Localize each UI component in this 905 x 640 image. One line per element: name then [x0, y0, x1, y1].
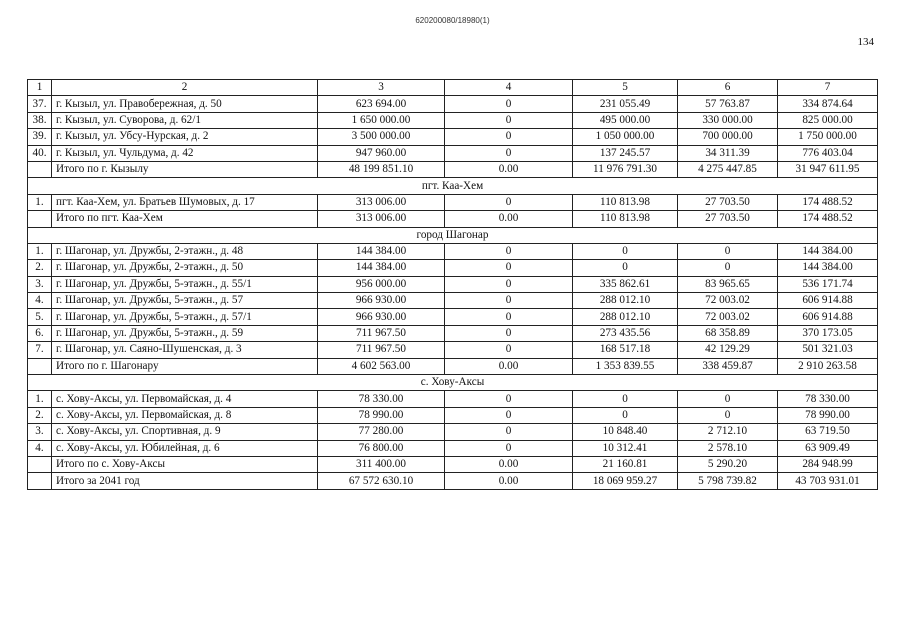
value-cell: 334 874.64	[778, 96, 878, 112]
value-cell: 956 000.00	[318, 276, 445, 292]
value-cell: 174 488.52	[778, 211, 878, 227]
value-cell: 0	[445, 145, 573, 161]
value-cell: 10 848.40	[573, 424, 678, 440]
value-cell: 0	[678, 391, 778, 407]
table-row	[28, 293, 878, 309]
value-cell: 72 003.02	[678, 309, 778, 325]
value-cell: 174 488.52	[778, 194, 878, 210]
value-cell: 313 006.00	[318, 194, 445, 210]
address-cell: г. Шагонар, ул. Саяно-Шушенская, д. 3	[52, 342, 318, 358]
value-cell: 288 012.10	[573, 309, 678, 325]
value-cell: 3 500 000.00	[318, 129, 445, 145]
address-cell: с. Хову-Аксы, ул. Первомайская, д. 8	[52, 407, 318, 423]
value-cell: 110 813.98	[573, 211, 678, 227]
value-cell: 4 275 447.85	[678, 161, 778, 177]
value-cell: 48 199 851.10	[318, 161, 445, 177]
header-cell: 4	[445, 80, 573, 96]
value-cell: 0	[678, 260, 778, 276]
table-row	[28, 260, 878, 276]
row-number: 1.	[28, 243, 52, 259]
value-cell: 63 909.49	[778, 440, 878, 456]
value-cell: 335 862.61	[573, 276, 678, 292]
value-cell: 31 947 611.95	[778, 161, 878, 177]
section-title: с. Хову-Аксы	[28, 375, 878, 391]
value-cell: 273 435.56	[573, 325, 678, 341]
row-number: 4.	[28, 293, 52, 309]
value-cell: 72 003.02	[678, 293, 778, 309]
value-cell: 536 171.74	[778, 276, 878, 292]
data-table	[27, 79, 878, 490]
value-cell: 68 358.89	[678, 325, 778, 341]
row-number: 1.	[28, 194, 52, 210]
address-cell: с. Хову-Аксы, ул. Юбилейная, д. 6	[52, 440, 318, 456]
value-cell: 43 703 931.01	[778, 473, 878, 489]
value-cell: 144 384.00	[318, 260, 445, 276]
table-row	[28, 407, 878, 423]
table-row	[28, 440, 878, 456]
address-cell: пгт. Каа-Хем, ул. Братьев Шумовых, д. 17	[52, 194, 318, 210]
table-row	[28, 342, 878, 358]
value-cell: 2 578.10	[678, 440, 778, 456]
value-cell: 1 050 000.00	[573, 129, 678, 145]
section-title: пгт. Каа-Хем	[28, 178, 878, 194]
value-cell: 0	[445, 293, 573, 309]
row-number: 3.	[28, 276, 52, 292]
value-cell: 0	[445, 243, 573, 259]
row-number: 2.	[28, 407, 52, 423]
value-cell: 0	[445, 391, 573, 407]
value-cell: 76 800.00	[318, 440, 445, 456]
address-cell: Итого по с. Хову-Аксы	[52, 456, 318, 472]
value-cell: 144 384.00	[318, 243, 445, 259]
table-row	[28, 129, 878, 145]
header-cell: 5	[573, 80, 678, 96]
value-cell: 0	[445, 424, 573, 440]
row-number: 4.	[28, 440, 52, 456]
section-row	[28, 375, 878, 391]
value-cell: 0	[445, 325, 573, 341]
table-row	[28, 276, 878, 292]
value-cell: 0	[445, 342, 573, 358]
value-cell: 67 572 630.10	[318, 473, 445, 489]
value-cell: 21 160.81	[573, 456, 678, 472]
table-row	[28, 145, 878, 161]
value-cell: 0	[445, 260, 573, 276]
value-cell: 4 602 563.00	[318, 358, 445, 374]
value-cell: 0.00	[445, 456, 573, 472]
table-row	[28, 309, 878, 325]
value-cell: 495 000.00	[573, 112, 678, 128]
value-cell: 78 990.00	[778, 407, 878, 423]
value-cell: 137 245.57	[573, 145, 678, 161]
value-cell: 0	[445, 309, 573, 325]
value-cell: 284 948.99	[778, 456, 878, 472]
row-number	[28, 473, 52, 489]
value-cell: 10 312.41	[573, 440, 678, 456]
row-number	[28, 211, 52, 227]
value-cell: 0	[445, 112, 573, 128]
row-number: 1.	[28, 391, 52, 407]
address-cell: г. Шагонар, ул. Дружбы, 5-этажн., д. 57/1	[52, 309, 318, 325]
page-number: 134	[857, 36, 874, 48]
total-row	[28, 358, 878, 374]
header-cell: 6	[678, 80, 778, 96]
value-cell: 0.00	[445, 161, 573, 177]
value-cell: 0	[573, 260, 678, 276]
row-number: 38.	[28, 112, 52, 128]
row-number: 3.	[28, 424, 52, 440]
value-cell: 0	[573, 391, 678, 407]
row-number: 6.	[28, 325, 52, 341]
address-cell: с. Хову-Аксы, ул. Первомайская, д. 4	[52, 391, 318, 407]
table-row	[28, 96, 878, 112]
header-cell: 3	[318, 80, 445, 96]
value-cell: 57 763.87	[678, 96, 778, 112]
value-cell: 2 910 263.58	[778, 358, 878, 374]
value-cell: 0.00	[445, 211, 573, 227]
total-row	[28, 211, 878, 227]
row-number	[28, 456, 52, 472]
value-cell: 0	[445, 276, 573, 292]
value-cell: 1 750 000.00	[778, 129, 878, 145]
value-cell: 338 459.87	[678, 358, 778, 374]
value-cell: 288 012.10	[573, 293, 678, 309]
value-cell: 711 967.50	[318, 325, 445, 341]
row-number: 40.	[28, 145, 52, 161]
value-cell: 77 280.00	[318, 424, 445, 440]
row-number: 2.	[28, 260, 52, 276]
address-cell: г. Кызыл, ул. Правобережная, д. 50	[52, 96, 318, 112]
value-cell: 606 914.88	[778, 293, 878, 309]
value-cell: 311 400.00	[318, 456, 445, 472]
value-cell: 0.00	[445, 473, 573, 489]
value-cell: 11 976 791.30	[573, 161, 678, 177]
address-cell: г. Шагонар, ул. Дружбы, 2-этажн., д. 50	[52, 260, 318, 276]
section-row	[28, 227, 878, 243]
row-number	[28, 161, 52, 177]
value-cell: 5 798 739.82	[678, 473, 778, 489]
value-cell: 623 694.00	[318, 96, 445, 112]
value-cell: 78 330.00	[778, 391, 878, 407]
section-title: город Шагонар	[28, 227, 878, 243]
value-cell: 313 006.00	[318, 211, 445, 227]
address-cell: Итого по г. Шагонару	[52, 358, 318, 374]
document-id: 620200080/18980(1)	[415, 16, 490, 25]
value-cell: 700 000.00	[678, 129, 778, 145]
value-cell: 2 712.10	[678, 424, 778, 440]
total-row	[28, 473, 878, 489]
address-cell: Итого по пгт. Каа-Хем	[52, 211, 318, 227]
value-cell: 27 703.50	[678, 194, 778, 210]
value-cell: 0	[445, 129, 573, 145]
value-cell: 0	[445, 440, 573, 456]
header-cell: 7	[778, 80, 878, 96]
value-cell: 825 000.00	[778, 112, 878, 128]
value-cell: 711 967.50	[318, 342, 445, 358]
value-cell: 0	[445, 407, 573, 423]
value-cell: 330 000.00	[678, 112, 778, 128]
value-cell: 776 403.04	[778, 145, 878, 161]
row-number: 37.	[28, 96, 52, 112]
table-row	[28, 194, 878, 210]
value-cell: 18 069 959.27	[573, 473, 678, 489]
value-cell: 501 321.03	[778, 342, 878, 358]
value-cell: 168 517.18	[573, 342, 678, 358]
value-cell: 78 330.00	[318, 391, 445, 407]
value-cell: 370 173.05	[778, 325, 878, 341]
address-cell: г. Шагонар, ул. Дружбы, 5-этажн., д. 57	[52, 293, 318, 309]
value-cell: 1 353 839.55	[573, 358, 678, 374]
value-cell: 606 914.88	[778, 309, 878, 325]
value-cell: 0	[573, 407, 678, 423]
value-cell: 0.00	[445, 358, 573, 374]
value-cell: 63 719.50	[778, 424, 878, 440]
value-cell: 231 055.49	[573, 96, 678, 112]
value-cell: 1 650 000.00	[318, 112, 445, 128]
row-number: 5.	[28, 309, 52, 325]
value-cell: 110 813.98	[573, 194, 678, 210]
address-cell: г. Шагонар, ул. Дружбы, 5-этажн., д. 55/1	[52, 276, 318, 292]
total-row	[28, 456, 878, 472]
table-body	[28, 80, 878, 490]
row-number: 7.	[28, 342, 52, 358]
table-row	[28, 325, 878, 341]
value-cell: 5 290.20	[678, 456, 778, 472]
value-cell: 144 384.00	[778, 243, 878, 259]
value-cell: 0	[445, 96, 573, 112]
section-row	[28, 178, 878, 194]
value-cell: 78 990.00	[318, 407, 445, 423]
row-number: 39.	[28, 129, 52, 145]
value-cell: 966 930.00	[318, 293, 445, 309]
address-cell: г. Кызыл, ул. Чульдума, д. 42	[52, 145, 318, 161]
value-cell: 966 930.00	[318, 309, 445, 325]
address-cell: с. Хову-Аксы, ул. Спортивная, д. 9	[52, 424, 318, 440]
table-row	[28, 243, 878, 259]
table-row	[28, 391, 878, 407]
header-cell: 1	[28, 80, 52, 96]
value-cell: 0	[445, 194, 573, 210]
header-cell: 2	[52, 80, 318, 96]
value-cell: 27 703.50	[678, 211, 778, 227]
address-cell: г. Кызыл, ул. Суворова, д. 62/1	[52, 112, 318, 128]
address-cell: Итого по г. Кызылу	[52, 161, 318, 177]
value-cell: 947 960.00	[318, 145, 445, 161]
value-cell: 0	[573, 243, 678, 259]
address-cell: г. Шагонар, ул. Дружбы, 5-этажн., д. 59	[52, 325, 318, 341]
value-cell: 42 129.29	[678, 342, 778, 358]
value-cell: 0	[678, 243, 778, 259]
value-cell: 83 965.65	[678, 276, 778, 292]
table-row	[28, 424, 878, 440]
header-row	[28, 80, 878, 96]
address-cell: Итого за 2041 год	[52, 473, 318, 489]
total-row	[28, 161, 878, 177]
value-cell: 34 311.39	[678, 145, 778, 161]
row-number	[28, 358, 52, 374]
address-cell: г. Кызыл, ул. Убсу-Нурская, д. 2	[52, 129, 318, 145]
value-cell: 0	[678, 407, 778, 423]
address-cell: г. Шагонар, ул. Дружбы, 2-этажн., д. 48	[52, 243, 318, 259]
table-row	[28, 112, 878, 128]
value-cell: 144 384.00	[778, 260, 878, 276]
